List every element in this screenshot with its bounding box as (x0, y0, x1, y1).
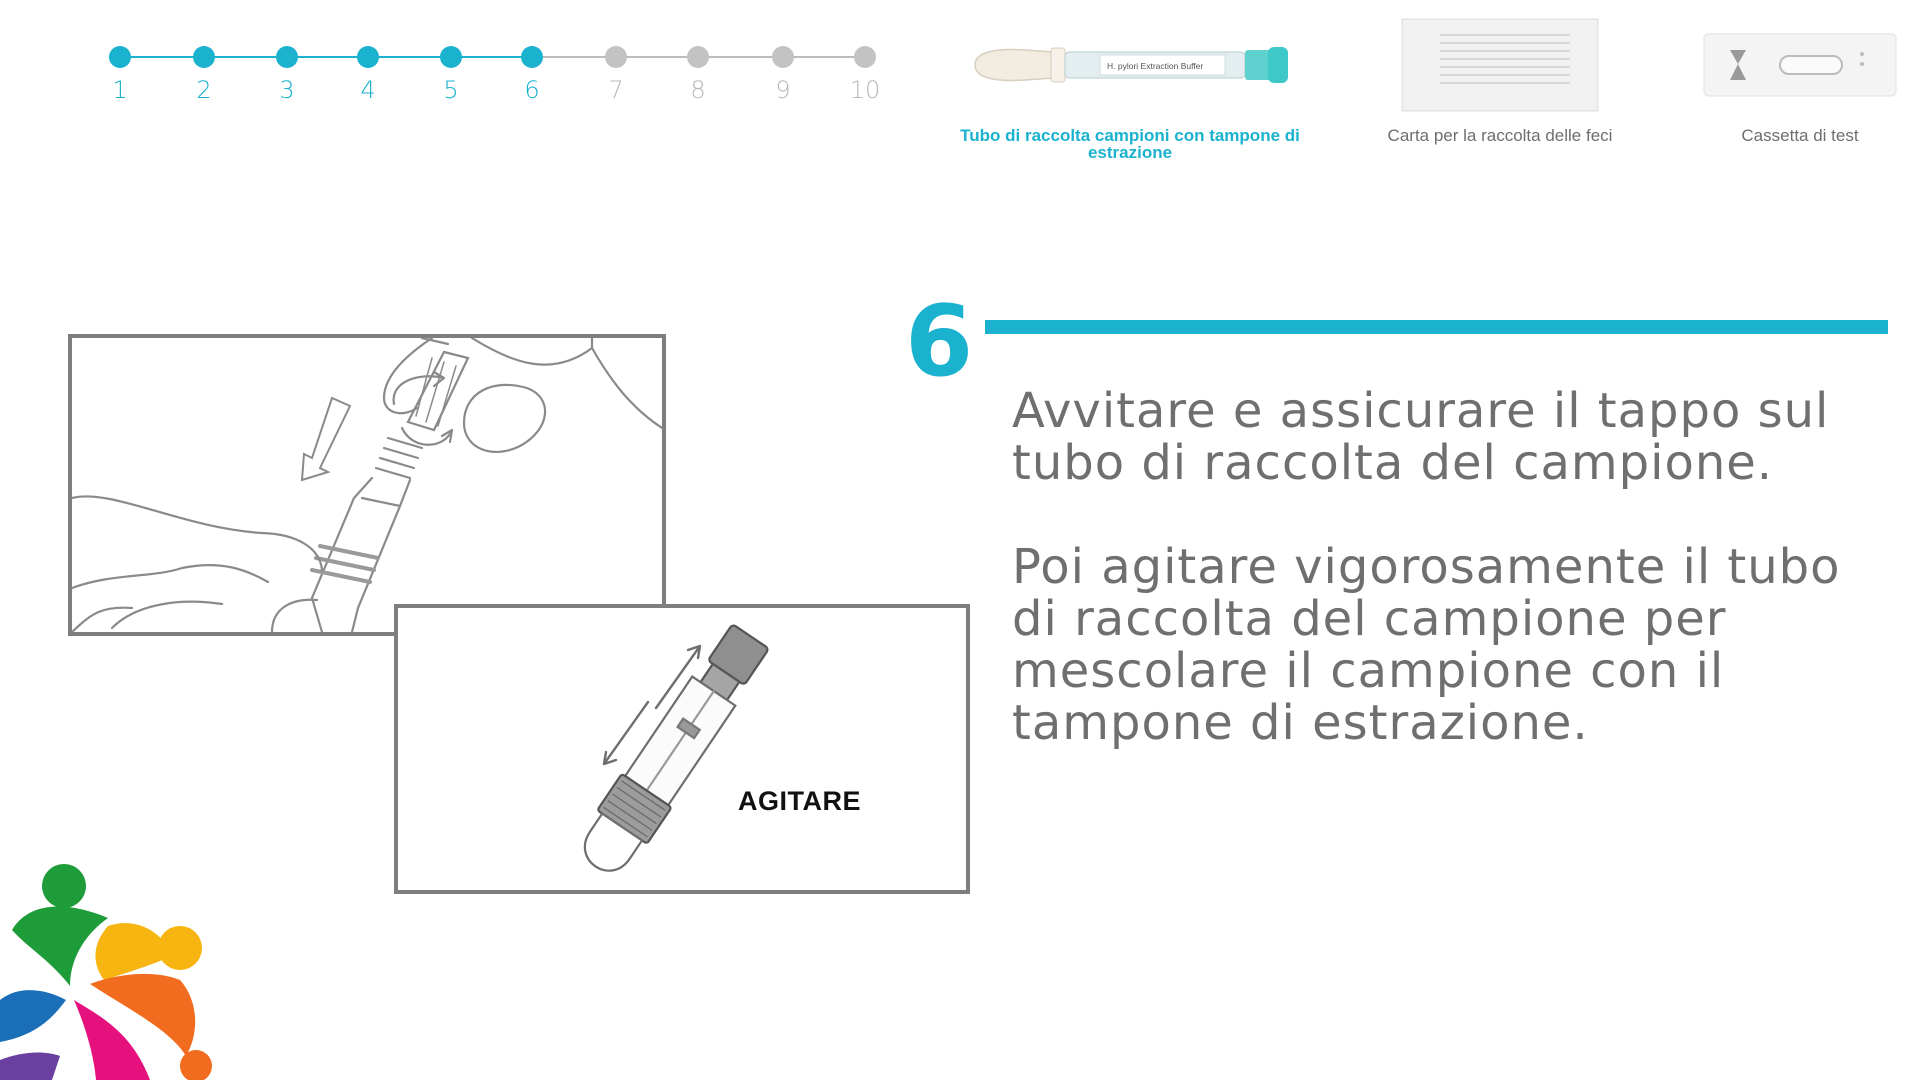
material-caption: Tubo di raccolta campioni con tampone di estrazione (960, 126, 1300, 162)
step-indicator-2[interactable] (179, 46, 229, 106)
step-dot (521, 46, 543, 68)
step-indicator-4[interactable] (343, 46, 393, 106)
step-number-label: 2 (196, 76, 212, 104)
step-indicator-5[interactable] (426, 46, 476, 106)
instruction-paragraph-1: Avvitare e assicurare il tappo sul tubo di raccolta del campione. (1012, 383, 1830, 491)
step-number-label: 8 (690, 76, 706, 104)
step-dot (687, 46, 709, 68)
step-dot (276, 46, 298, 68)
material-caption: Carta per la raccolta delle feci (1387, 126, 1613, 145)
collection-tube-image (960, 15, 1300, 115)
step-indicator-7[interactable] (591, 46, 641, 106)
step-dot (854, 46, 876, 68)
material-collection-tube[interactable] (960, 15, 1300, 161)
step-number-label: 3 (279, 76, 295, 104)
step-dot (357, 46, 379, 68)
step-number-label: 9 (775, 76, 791, 104)
step-dot (193, 46, 215, 68)
stool-paper-image (1355, 15, 1645, 115)
test-cassette-image (1700, 15, 1900, 115)
material-stool-paper[interactable] (1355, 15, 1645, 144)
step-indicator-3[interactable] (262, 46, 312, 106)
step-dot (440, 46, 462, 68)
step-indicator-9[interactable] (758, 46, 808, 106)
material-caption: Cassetta di test (1741, 126, 1859, 145)
illustration-screw-cap (68, 334, 666, 636)
material-test-cassette[interactable] (1700, 15, 1900, 144)
step-dot (605, 46, 627, 68)
step-dot (772, 46, 794, 68)
step-indicator-6[interactable] (507, 46, 557, 106)
instruction-paragraph-2: Poi agitare vigorosamente il tubo di raccolta del campione per mescolare il campione con il tampone di estrazione. (1012, 539, 1841, 751)
step-number-label: 7 (608, 76, 624, 104)
step-dot (109, 46, 131, 68)
step-instructions (1012, 385, 1902, 801)
step-number-label: 1 (112, 76, 128, 104)
step-indicator-1[interactable] (95, 46, 145, 106)
step-number-label: 10 (849, 76, 881, 104)
step-number-label: 4 (360, 76, 376, 104)
step-progress (95, 38, 895, 108)
step-header-rule (985, 320, 1888, 334)
step-number-label: 6 (524, 76, 540, 104)
current-step-number: 6 (905, 285, 974, 399)
step-number-label: 5 (443, 76, 459, 104)
brand-logo (0, 860, 212, 1080)
illustration-shake-tube (394, 604, 970, 894)
step-indicator-8[interactable] (673, 46, 723, 106)
shake-label: AGITARE (738, 786, 861, 816)
step-indicator-10[interactable] (840, 46, 890, 106)
tube-label-text: H. pylori Extraction Buffer (1107, 61, 1204, 71)
